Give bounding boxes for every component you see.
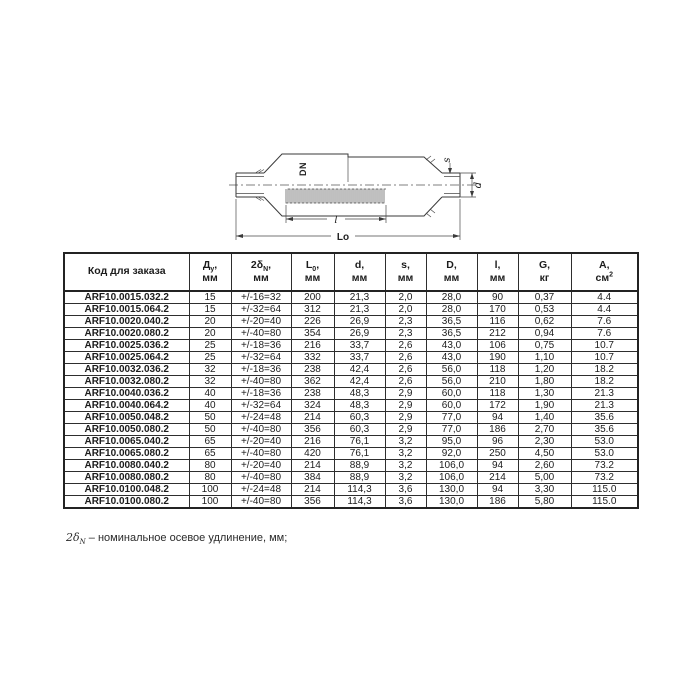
table-row: [64, 472, 638, 484]
column-header: G, кг: [518, 253, 571, 291]
value-cell: 2,6: [385, 352, 426, 364]
value-cell: 35.6: [571, 412, 638, 424]
table-row: [64, 436, 638, 448]
value-cell: 33,7: [334, 340, 385, 352]
value-cell: 77,0: [426, 412, 477, 424]
table-row: [64, 460, 638, 472]
column-header: Код для заказа: [64, 253, 189, 291]
table-row: [64, 400, 638, 412]
value-cell: 118: [477, 364, 518, 376]
order-code-cell: ARF10.0020.080.2: [64, 328, 189, 340]
value-cell: 172: [477, 400, 518, 412]
value-cell: +/-40=80: [231, 496, 291, 509]
value-cell: 3,6: [385, 496, 426, 509]
value-cell: 186: [477, 424, 518, 436]
order-code-cell: ARF10.0100.080.2: [64, 496, 189, 509]
value-cell: 65: [189, 436, 231, 448]
value-cell: 214: [291, 412, 334, 424]
value-cell: 2,6: [385, 340, 426, 352]
value-cell: 50: [189, 424, 231, 436]
column-header: $Д_у$, мм: [189, 253, 231, 291]
value-cell: +/-18=36: [231, 340, 291, 352]
bellows-corrugations: [286, 189, 386, 203]
value-cell: 76,1: [334, 436, 385, 448]
value-cell: 53.0: [571, 448, 638, 460]
value-cell: 332: [291, 352, 334, 364]
column-header: s, мм: [385, 253, 426, 291]
value-cell: 3,2: [385, 472, 426, 484]
value-cell: +/-20=40: [231, 460, 291, 472]
value-cell: 116: [477, 316, 518, 328]
value-cell: +/-24=48: [231, 484, 291, 496]
table-row: [64, 424, 638, 436]
value-cell: 106: [477, 340, 518, 352]
value-cell: 2,0: [385, 291, 426, 304]
value-cell: 7.6: [571, 328, 638, 340]
value-cell: 94: [477, 412, 518, 424]
value-cell: 2,9: [385, 400, 426, 412]
table-row: [64, 412, 638, 424]
value-cell: +/-16=32: [231, 291, 291, 304]
value-cell: 32: [189, 376, 231, 388]
value-cell: 238: [291, 364, 334, 376]
value-cell: 114,3: [334, 484, 385, 496]
value-cell: 90: [477, 291, 518, 304]
value-cell: 21.3: [571, 400, 638, 412]
value-cell: 21,3: [334, 304, 385, 316]
value-cell: 170: [477, 304, 518, 316]
footnote-symbol: 2δ: [66, 531, 80, 544]
footnote-text: – номинальное осевое удлинение, мм;: [85, 532, 288, 544]
value-cell: 42,4: [334, 376, 385, 388]
value-cell: 77,0: [426, 424, 477, 436]
value-cell: 88,9: [334, 472, 385, 484]
casing-outline: [264, 154, 442, 217]
value-cell: 2,9: [385, 412, 426, 424]
header-row: [64, 253, 638, 291]
value-cell: +/-18=36: [231, 364, 291, 376]
value-cell: 56,0: [426, 364, 477, 376]
value-cell: 420: [291, 448, 334, 460]
value-cell: 28,0: [426, 291, 477, 304]
value-cell: +/-32=64: [231, 304, 291, 316]
value-cell: +/-40=80: [231, 472, 291, 484]
overall-length-label: Lo: [336, 232, 350, 243]
value-cell: 4.4: [571, 304, 638, 316]
column-header: d, мм: [334, 253, 385, 291]
footnote: [66, 531, 288, 547]
value-cell: 15: [189, 304, 231, 316]
value-cell: 2,70: [518, 424, 571, 436]
value-cell: 40: [189, 388, 231, 400]
value-cell: 10.7: [571, 340, 638, 352]
value-cell: 48,3: [334, 388, 385, 400]
value-cell: 43,0: [426, 352, 477, 364]
value-cell: 214: [291, 460, 334, 472]
value-cell: 214: [291, 484, 334, 496]
value-cell: 28,0: [426, 304, 477, 316]
wall-thickness-dimension: [442, 157, 453, 174]
value-cell: 56,0: [426, 376, 477, 388]
value-cell: 80: [189, 460, 231, 472]
value-cell: 26,9: [334, 316, 385, 328]
value-cell: 1,30: [518, 388, 571, 400]
value-cell: 130,0: [426, 484, 477, 496]
column-header: D, мм: [426, 253, 477, 291]
value-cell: 10.7: [571, 352, 638, 364]
value-cell: 212: [477, 328, 518, 340]
value-cell: 20: [189, 328, 231, 340]
table-row: [64, 364, 638, 376]
value-cell: 18.2: [571, 376, 638, 388]
dn-label: DN: [298, 162, 308, 176]
table-row: [64, 496, 638, 509]
value-cell: 312: [291, 304, 334, 316]
value-cell: 60,3: [334, 424, 385, 436]
value-cell: 1,40: [518, 412, 571, 424]
spec-table: [63, 252, 639, 509]
value-cell: 73.2: [571, 472, 638, 484]
value-cell: 21.3: [571, 388, 638, 400]
value-cell: +/-40=80: [231, 424, 291, 436]
order-code-cell: ARF10.0040.036.2: [64, 388, 189, 400]
value-cell: 130,0: [426, 496, 477, 509]
value-cell: 0,94: [518, 328, 571, 340]
value-cell: 3,2: [385, 460, 426, 472]
value-cell: 5,80: [518, 496, 571, 509]
bellows-length-label: l: [334, 215, 338, 226]
value-cell: 356: [291, 496, 334, 509]
table-row: [64, 352, 638, 364]
value-cell: +/-20=40: [231, 436, 291, 448]
overall-length-dimension: [236, 199, 460, 243]
value-cell: 32: [189, 364, 231, 376]
order-code-cell: ARF10.0080.040.2: [64, 460, 189, 472]
order-code-cell: ARF10.0050.048.2: [64, 412, 189, 424]
value-cell: +/-40=80: [231, 376, 291, 388]
value-cell: 96: [477, 436, 518, 448]
order-code-cell: ARF10.0065.040.2: [64, 436, 189, 448]
value-cell: 25: [189, 340, 231, 352]
value-cell: 36,5: [426, 328, 477, 340]
column-header: $2\delta_N$, мм: [231, 253, 291, 291]
value-cell: 48,3: [334, 400, 385, 412]
value-cell: 76,1: [334, 448, 385, 460]
value-cell: 42,4: [334, 364, 385, 376]
table-row: [64, 316, 638, 328]
value-cell: 216: [291, 340, 334, 352]
value-cell: 0,62: [518, 316, 571, 328]
table-body: [64, 291, 638, 508]
value-cell: 35.6: [571, 424, 638, 436]
order-code-cell: ARF10.0032.036.2: [64, 364, 189, 376]
value-cell: +/-32=64: [231, 400, 291, 412]
table-row: [64, 484, 638, 496]
order-code-cell: ARF10.0050.080.2: [64, 424, 189, 436]
footnote-subscript: N: [79, 538, 86, 547]
value-cell: 3,30: [518, 484, 571, 496]
order-code-cell: ARF10.0015.064.2: [64, 304, 189, 316]
value-cell: 2,30: [518, 436, 571, 448]
table-row: [64, 448, 638, 460]
value-cell: 118: [477, 388, 518, 400]
table-row: [64, 328, 638, 340]
value-cell: 40: [189, 400, 231, 412]
value-cell: 114,3: [334, 496, 385, 509]
column-header: l, мм: [477, 253, 518, 291]
value-cell: 18.2: [571, 364, 638, 376]
value-cell: 324: [291, 400, 334, 412]
value-cell: 238: [291, 388, 334, 400]
compensator-drawing-svg: [228, 143, 486, 251]
value-cell: 92,0: [426, 448, 477, 460]
value-cell: 60,0: [426, 388, 477, 400]
value-cell: 0,37: [518, 291, 571, 304]
table-row: [64, 388, 638, 400]
value-cell: 115.0: [571, 484, 638, 496]
table-row: [64, 304, 638, 316]
value-cell: 2,60: [518, 460, 571, 472]
value-cell: +/-40=80: [231, 448, 291, 460]
order-code-cell: ARF10.0080.080.2: [64, 472, 189, 484]
value-cell: 354: [291, 328, 334, 340]
table-row: [64, 376, 638, 388]
value-cell: 384: [291, 472, 334, 484]
value-cell: 15: [189, 291, 231, 304]
value-cell: 200: [291, 291, 334, 304]
value-cell: 1,80: [518, 376, 571, 388]
value-cell: 100: [189, 484, 231, 496]
value-cell: 3,6: [385, 484, 426, 496]
value-cell: 216: [291, 436, 334, 448]
value-cell: 73.2: [571, 460, 638, 472]
value-cell: 2,9: [385, 388, 426, 400]
value-cell: 88,9: [334, 460, 385, 472]
wall-thickness-label: s: [442, 157, 453, 163]
value-cell: 226: [291, 316, 334, 328]
value-cell: 1,20: [518, 364, 571, 376]
value-cell: +/-32=64: [231, 352, 291, 364]
value-cell: 0,75: [518, 340, 571, 352]
value-cell: 21,3: [334, 291, 385, 304]
value-cell: 4.4: [571, 291, 638, 304]
value-cell: 7.6: [571, 316, 638, 328]
order-code-cell: ARF10.0015.032.2: [64, 291, 189, 304]
value-cell: 60,0: [426, 400, 477, 412]
value-cell: 4,50: [518, 448, 571, 460]
value-cell: 210: [477, 376, 518, 388]
value-cell: 33,7: [334, 352, 385, 364]
value-cell: 3,2: [385, 448, 426, 460]
value-cell: 80: [189, 472, 231, 484]
value-cell: 2,3: [385, 316, 426, 328]
value-cell: 100: [189, 496, 231, 509]
value-cell: 115.0: [571, 496, 638, 509]
value-cell: 0,53: [518, 304, 571, 316]
value-cell: +/-18=36: [231, 388, 291, 400]
order-code-cell: ARF10.0025.064.2: [64, 352, 189, 364]
order-code-cell: ARF10.0020.040.2: [64, 316, 189, 328]
order-code-cell: ARF10.0100.048.2: [64, 484, 189, 496]
value-cell: 250: [477, 448, 518, 460]
value-cell: 50: [189, 412, 231, 424]
value-cell: 190: [477, 352, 518, 364]
diameter-label: d: [473, 181, 484, 189]
value-cell: 356: [291, 424, 334, 436]
order-code-cell: ARF10.0040.064.2: [64, 400, 189, 412]
order-code-cell: ARF10.0065.080.2: [64, 448, 189, 460]
value-cell: 25: [189, 352, 231, 364]
value-cell: 106,0: [426, 472, 477, 484]
value-cell: 20: [189, 316, 231, 328]
order-code-cell: ARF10.0025.036.2: [64, 340, 189, 352]
value-cell: 95,0: [426, 436, 477, 448]
spec-table-container: [63, 252, 639, 509]
column-header: A, $см^2$: [571, 253, 638, 291]
value-cell: 186: [477, 496, 518, 509]
value-cell: 1,90: [518, 400, 571, 412]
value-cell: 2,0: [385, 304, 426, 316]
value-cell: 94: [477, 484, 518, 496]
value-cell: 26,9: [334, 328, 385, 340]
value-cell: 36,5: [426, 316, 477, 328]
value-cell: +/-40=80: [231, 328, 291, 340]
value-cell: 214: [477, 472, 518, 484]
value-cell: 2,9: [385, 424, 426, 436]
table-row: [64, 340, 638, 352]
value-cell: 362: [291, 376, 334, 388]
value-cell: 2,6: [385, 376, 426, 388]
value-cell: 65: [189, 448, 231, 460]
value-cell: +/-24=48: [231, 412, 291, 424]
value-cell: 43,0: [426, 340, 477, 352]
value-cell: 106,0: [426, 460, 477, 472]
value-cell: 2,6: [385, 364, 426, 376]
order-code-cell: ARF10.0032.080.2: [64, 376, 189, 388]
value-cell: 3,2: [385, 436, 426, 448]
value-cell: 94: [477, 460, 518, 472]
value-cell: 1,10: [518, 352, 571, 364]
value-cell: 5,00: [518, 472, 571, 484]
column-header: $L_0$, мм: [291, 253, 334, 291]
value-cell: 53.0: [571, 436, 638, 448]
table-row: [64, 291, 638, 304]
value-cell: 60,3: [334, 412, 385, 424]
value-cell: +/-20=40: [231, 316, 291, 328]
value-cell: 2,3: [385, 328, 426, 340]
compensator-drawing: [228, 143, 486, 251]
